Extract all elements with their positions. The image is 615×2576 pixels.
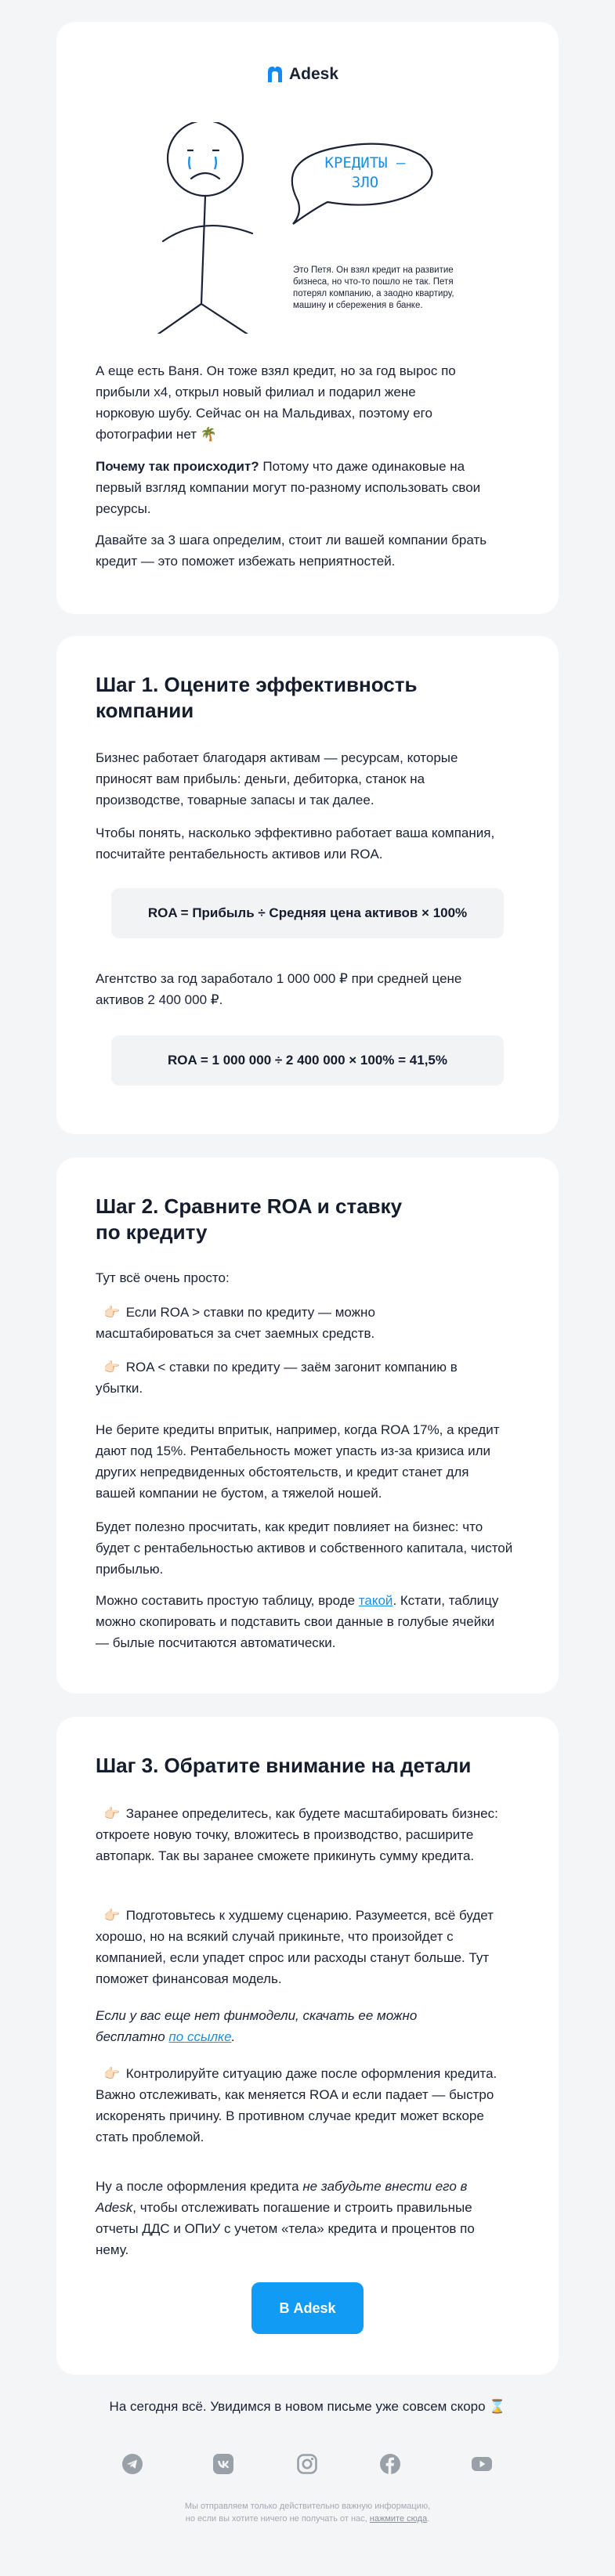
youtube-icon[interactable]: [470, 2452, 494, 2476]
step3-final-a: Ну а после оформления кредита: [96, 2179, 303, 2194]
cta-wrapper: [56, 2282, 559, 2334]
intro-paragraph-1: А еще есть Ваня. Он тоже взял кредит, но за год вырос по прибыли х4, открыл новый филиал и подарил жене норковую шубу. Сейчас он на Мальдивах, поэтому его фотографии нет 🌴: [96, 363, 456, 442]
step3-finmodel-note: [96, 2005, 456, 2047]
step2-paragraph-4-a: Можно составить простую таблицу, вроде: [96, 1593, 359, 1608]
step1-title: Шаг 1. Оцените эффективность компании: [96, 673, 418, 722]
footer-signoff: На сегодня всё. Увидимся в новом письме уже совсем скоро ⌛: [109, 2399, 506, 2414]
step2-paragraph-4: [96, 1590, 503, 1653]
intro-paragraph-3: Давайте за 3 шага определим, стоит ли вашей компании брать кредит — это поможет избежать неприятностей.: [96, 533, 487, 569]
step3-card: [56, 1717, 559, 2375]
intro-paragraph-2: [96, 456, 503, 519]
step3-final-paragraph: [96, 2176, 503, 2260]
step1-paragraph-1: Бизнес работает благодаря активам — ресурсам, которые приносят вам прибыль: деньги, дебиторка, станок на производстве, товарные запасы и так далее.: [96, 750, 458, 807]
step2-paragraph-3: Будет полезно просчитать, как кредит повлияет на бизнес: что будет с рентабельностью активов и собственного капитала, чистой прибылью.: [96, 1519, 513, 1577]
step2-title: Шаг 2. Сравните ROA и ставку по кредиту: [96, 1194, 403, 1244]
step3-bullet-2-text: Подготовьтесь к худшему сценарию. Разумеется, всё будет хорошо, но на всякий случай прикиньте, что произойдет с компанией, если упадет спрос или расходы станут больше. Тут поможет финансовая модель.: [96, 1908, 494, 1986]
step2-paragraph-4-b: . Кстати, таблицу можно скопировать и подставить свои данные в голубые ячейки — былые посчитаются автоматически.: [96, 1593, 499, 1650]
footer-note: [56, 2500, 559, 2525]
pointing-hand-icon: 👉🏻: [103, 1360, 121, 1375]
step3-bullet-1-text: Заранее определитесь, как будете масштабировать бизнес: откроете новую точку, вложитесь в производство, расширите автопарк. Так вы заранее сможете прикинуть сумму кредита.: [96, 1806, 498, 1863]
finmodel-link[interactable]: по ссылке: [168, 2029, 232, 2044]
open-adesk-button[interactable]: В Adesk: [251, 2282, 364, 2334]
roa-formula: ROA = Прибыль ÷ Средняя цена активов × 100%: [111, 888, 504, 938]
step3-bullet-1: [96, 1803, 519, 1866]
footer-note-line-2: [56, 2513, 559, 2525]
step3-final-b: , чтобы отслеживать погашение и строить правильные отчеты ДДС и ОПиУ с учетом «тела» кредита и процентов по нему.: [96, 2200, 475, 2257]
step1-card: [56, 636, 559, 1134]
instagram-icon[interactable]: [295, 2452, 319, 2476]
step1-paragraph-3: Агентство за год заработало 1 000 000 ₽ при средней цене активов 2 400 000 ₽.: [96, 971, 462, 1007]
pointing-hand-icon: 👉🏻: [103, 1908, 121, 1923]
step2-bullet-1-text: Если ROA > ставки по кредиту — можно масштабироваться за счет заемных средств.: [96, 1305, 375, 1341]
step3-finmodel-note-b: .: [231, 2029, 236, 2044]
roa-example-formula: ROA = 1 000 000 ÷ 2 400 000 × 100% = 41,5%: [111, 1035, 504, 1086]
table-link[interactable]: такой: [358, 1593, 393, 1608]
step3-finmodel-note-a: Если у вас еще нет финмодели, скачать ее можно бесплатно: [96, 2008, 418, 2044]
step2-paragraph-2: Не берите кредиты впритык, например, когда ROA 17%, а кредит дают под 15%. Рентабельность может упасть из-за кризиса или других непредвиденных обстоятельств, и кредит станет для вашей компании не бустом, а тяжелой ношей.: [96, 1422, 500, 1501]
footer-note-line-1: Мы отправляем только действительно важную информацию,: [184, 2502, 431, 2511]
vk-icon[interactable]: [212, 2452, 235, 2476]
speech-bubble-text: КРЕДИТЫ — ЗЛО: [324, 154, 406, 191]
illustration-caption: Это Петя. Он взял кредит на развитие бизнеса, но что-то пошло не так. Петя потерял компанию, а заодно квартиру, машину и сбережения в банке.: [293, 266, 454, 310]
brand-name: Adesk: [289, 65, 339, 83]
adesk-logo-icon: [266, 65, 284, 84]
footer-note-line-2-a: но если вы хотите ничего не получать от нас,: [185, 2514, 370, 2524]
pointing-hand-icon: 👉🏻: [103, 1806, 121, 1821]
step3-bullet-3-text: Контролируйте ситуацию даже после оформления кредита. Важно отслеживать, как меняется ROA и если падает — быстро искоренять причину. В противном случае кредит может вскоре стать проблемой.: [96, 2066, 497, 2144]
intro-paragraph-2-rest: Потому что даже одинаковые на первый взгляд компании могут по-разному использовать свои ресурсы.: [96, 459, 481, 516]
pointing-hand-icon: 👉🏻: [103, 1305, 121, 1320]
step2-bullet-2: [96, 1357, 487, 1399]
unsubscribe-link[interactable]: нажмите сюда: [369, 2514, 428, 2524]
step2-bullet-2-text: ROA < ставки по кредиту — заём загонит компанию в убытки.: [96, 1360, 458, 1396]
intro-paragraph-2-bold: Почему так происходит?: [96, 459, 259, 474]
step3-bullet-2: [96, 1905, 519, 1989]
step3-bullet-3: [96, 2063, 519, 2148]
footer-note-line-2-b: .: [427, 2514, 430, 2524]
intro-card: [56, 22, 559, 614]
step1-paragraph-2: Чтобы понять, насколько эффективно работает ваша компания, посчитайте рентабельность активов или ROA.: [96, 826, 495, 862]
telegram-icon[interactable]: [121, 2452, 144, 2476]
pointing-hand-icon: 👉🏻: [103, 2066, 121, 2081]
step3-final-italic: не забудьте внести его в Adesk: [96, 2179, 468, 2215]
brand-logo[interactable]: [266, 64, 338, 85]
step2-paragraph-1: Тут всё очень просто:: [96, 1270, 230, 1285]
step2-card: [56, 1158, 559, 1693]
facebook-icon[interactable]: [378, 2452, 402, 2476]
step2-bullet-1: [96, 1302, 432, 1344]
step3-title: Шаг 3. Обратите внимание на детали: [96, 1754, 472, 1777]
